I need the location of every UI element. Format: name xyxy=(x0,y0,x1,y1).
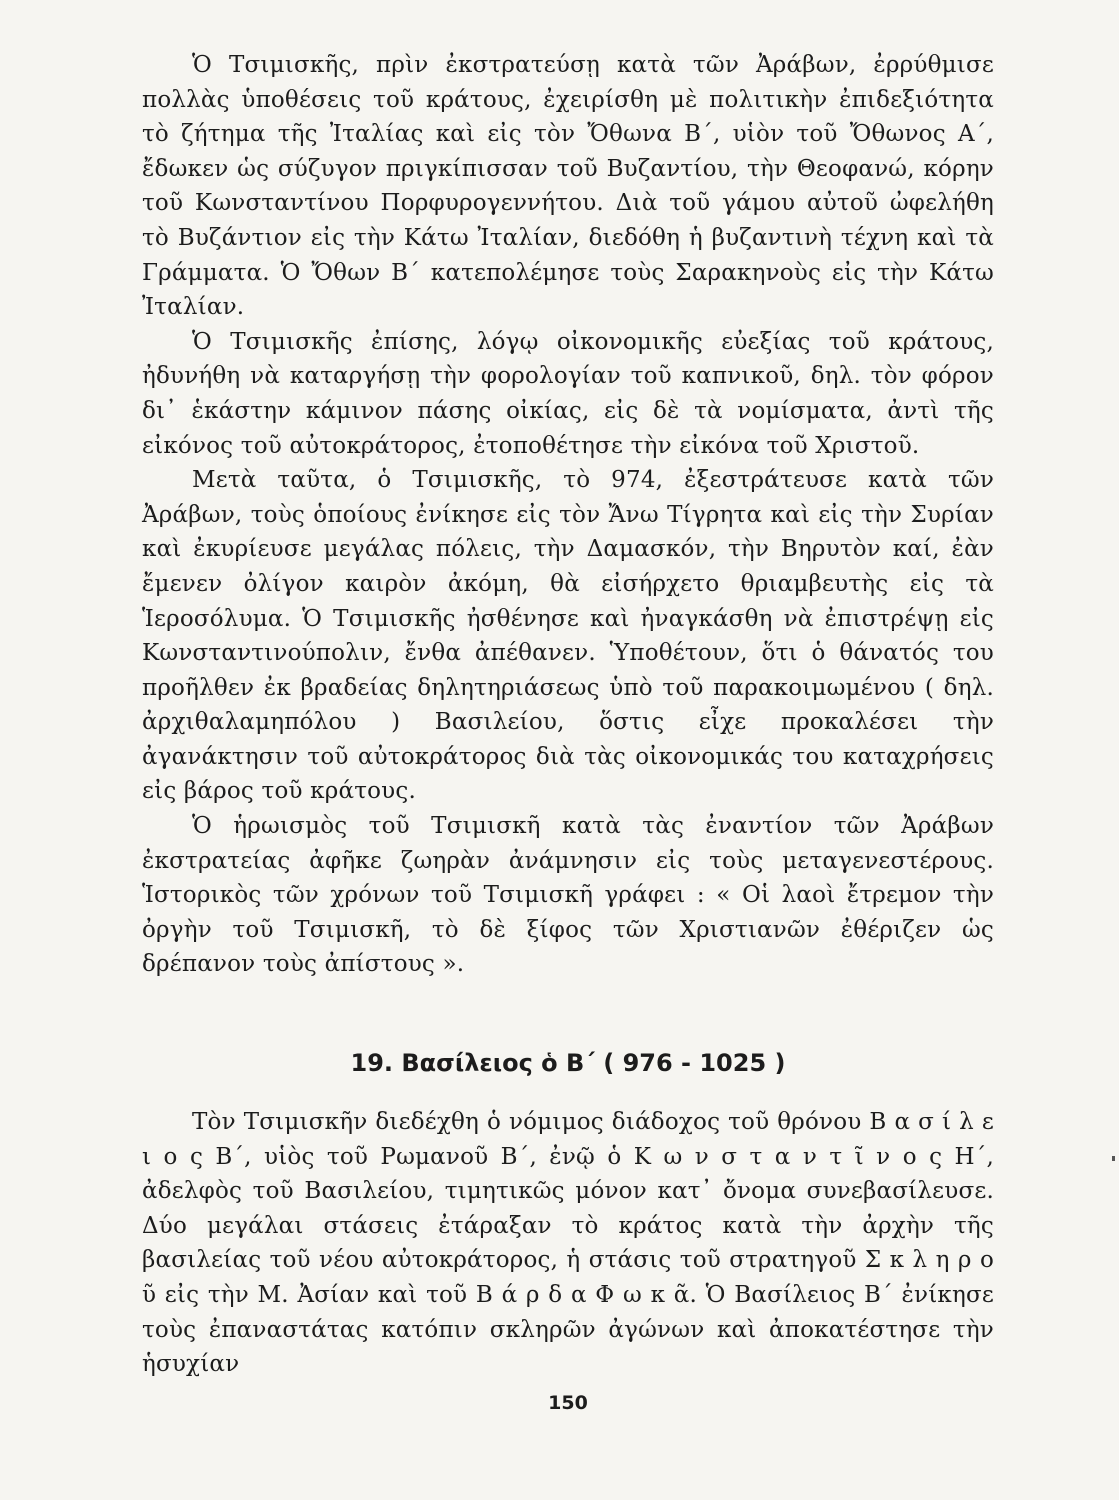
scan-edge-mark xyxy=(1112,1156,1115,1161)
paragraph-tsimiskis-heroism: Ὁ ἡρωισμὸς τοῦ Τσιμισκῆ κατὰ τὰς ἐναντίον τῶν Ἀράβων ἐκστρατείας ἀφῆκε ζωηρὰν ἀνάμνησιν εἰς τοὺς μεταγενεστέρους. Ἱστορικὸς τῶν χρόνων τοῦ Τσιμισκῆ γράφει : « Οἱ λαοὶ ἔτρεμον τὴν ὀργὴν τοῦ Τσιμισκῆ, τὸ δὲ ξίφος τῶν Χριστιανῶν ἐθέριζεν ὡς δρέπανον τοὺς ἀπίστους ». xyxy=(142,813,994,978)
paragraph-tsimiskis-italy: Ὁ Τσιμισκῆς, πρὶν ἐκστρατεύσῃ κατὰ τῶν Ἀράβων, ἐρρύθμισε πολλὰς ὑποθέσεις τοῦ κράτους, ἐχειρίσθη μὲ πολιτικὴν ἐπιδεξιότητα τὸ ζήτημα τῆς Ἰταλίας καὶ εἰς τὸν Ὄθωνα Β΄, υἱὸν τοῦ Ὄθωνος Α΄, ἔδωκεν ὡς σύζυγον πριγκίπισσαν τοῦ Βυζαντίου, τὴν Θεοφανώ, κόρην τοῦ Κωνσταντίνου Πορφυρογεννήτου. Διὰ τοῦ γάμου αὐτοῦ ὠφελήθη τὸ Βυζάντιον εἰς τὴν Κάτω Ἰταλίαν, διεδόθη ἡ βυζαντινὴ τέχνη καὶ τὰ Γράμματα. Ὁ Ὄθων Β΄ κατεπολέμησε τοὺς Σαρακηνοὺς εἰς τὴν Κάτω Ἰταλίαν. xyxy=(142,52,994,321)
body-text-top xyxy=(142,48,994,982)
paragraph-tsimiskis-taxation: Ὁ Τσιμισκῆς ἐπίσης, λόγῳ οἰκονομικῆς εὐεξίας τοῦ κράτους, ἠδυνήθη νὰ καταργήσῃ τὴν φορολογίαν τοῦ καπνικοῦ, δηλ. τὸν φόρον δι᾿ ἑκάστην κάμινον πάσης οἰκίας, εἰς δὲ τὰ νομίσματα, ἀντὶ τῆς εἰκόνος τοῦ αὐτοκράτορος, ἐτοποθέτησε τὴν εἰκόνα τοῦ Χριστοῦ. xyxy=(142,328,994,459)
paragraph-tsimiskis-campaign: Μετὰ ταῦτα, ὁ Τσιμισκῆς, τὸ 974, ἐξεστράτευσε κατὰ τῶν Ἀράβων, τοὺς ὁποίους ἐνίκησε εἰς τὸν Ἄνω Τίγρητα καὶ εἰς τὴν Συρίαν καὶ ἐκυρίευσε μεγάλας πόλεις, τὴν Δαμασκόν, τὴν Βηρυτὸν καί, ἐὰν ἔμενεν ὀλίγον καιρὸν ἀκόμη, θὰ εἰσήρχετο θριαμβευτὴς εἰς τὰ Ἱεροσόλυμα. Ὁ Τσιμισκῆς ἠσθένησε καὶ ἠναγκάσθη νὰ ἐπιστρέψῃ εἰς Κωνσταντινούπολιν, ἔνθα ἀπέθανεν. Ὑποθέτουν, ὅτι ὁ θάνατός του προῆλθεν ἐκ βραδείας δηλητηριάσεως ὑπὸ τοῦ παρακοιμωμένου ( δηλ. ἀρχιθαλαμηπόλου ) Βασιλείου, ὅστις εἶχε προκαλέσει τὴν ἀγανάκτησιν τοῦ αὐτοκράτορος διὰ τὰς οἰκονομικάς του καταχρήσεις εἰς βάρος τοῦ κράτους. xyxy=(142,467,994,805)
paragraph-basil-ii: Τὸν Τσιμισκῆν διεδέχθη ὁ νόμιμος διάδοχος τοῦ θρόνου Β α σ ί λ ε ι ο ς Β΄, υἱὸς τοῦ Ρωμανοῦ Β΄, ἐνῷ ὁ Κ ω ν σ τ α ν τ ῖ ν ο ς Η΄, ἀδελφὸς τοῦ Βασιλείου, τιμητικῶς μόνον κατ᾿ ὄνομα συνεβασίλευσε. Δύο μεγάλαι στάσεις ἐτάραξαν τὸ κράτος κατὰ τὴν ἀρχὴν τῆς βασιλείας τοῦ νέου αὐτοκράτορος, ἡ στάσις τοῦ στρατηγοῦ Σ κ λ η ρ ο ῦ εἰς τὴν Μ. Ἀσίαν καὶ τοῦ Β ά ρ δ α Φ ω κ ᾶ. Ὁ Βασίλειος Β΄ ἐνίκησε τοὺς ἐπαναστάτας κατόπιν σκληρῶν ἀγώνων καὶ ἀποκατέστησε τὴν ἡσυχίαν xyxy=(142,1109,994,1378)
page-number: 150 xyxy=(548,1392,588,1414)
body-text-bottom xyxy=(142,1105,994,1382)
section-heading: 19. Βασίλειος ὁ Β΄ ( 976 - 1025 ) xyxy=(350,1049,786,1077)
